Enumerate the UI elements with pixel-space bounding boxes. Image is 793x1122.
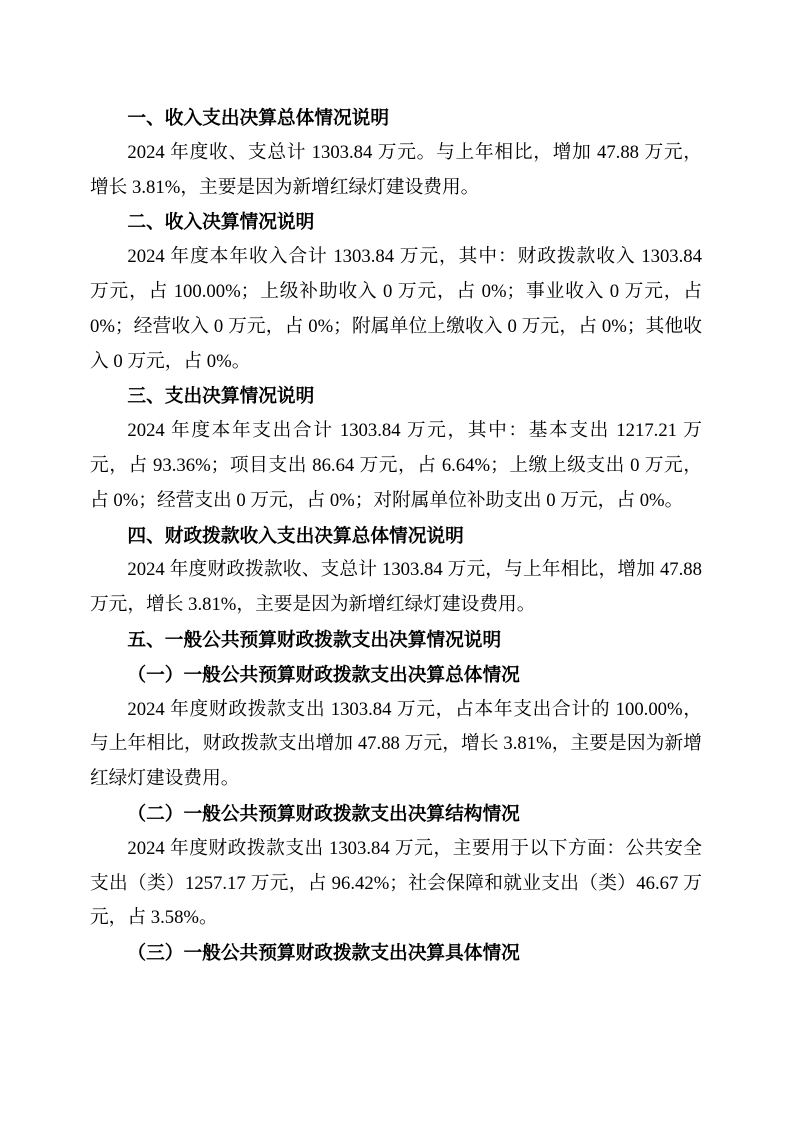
subsection-5-2-paragraph: 2024 年度财政拨款支出 1303.84 万元，主要用于以下方面：公共安全支出（类）1257.17 万元，占 96.42%；社会保障和就业支出（类）46.67 万元，占 3.58%。 [90, 837, 702, 929]
document-content [90, 101, 702, 971]
section-3-paragraph: 2024 年度本年支出合计 1303.84 万元，其中：基本支出 1217.21 万元，占 93.36%；项目支出 86.64 万元，占 6.64%；上缴上级支出 0 万元，占 0%；经营支出 0 万元，占 0%；对附属单位补助支出 0 万元，占 0%。 [90, 420, 702, 511]
section-3-heading: 三、支出决算情况说明 [127, 385, 315, 407]
section-2-heading: 二、收入决算情况说明 [127, 211, 315, 233]
section-5-heading: 五、一般公共预算财政拨款支出决算情况说明 [127, 628, 502, 650]
section-2-paragraph: 2024 年度本年收入合计 1303.84 万元，其中：财政拨款收入 1303.84 万元，占 100.00%；上级补助收入 0 万元，占 0%；事业收入 0 万元，占 0%；经营收入 0 万元，占 0%；附属单位上缴收入 0 万元，占 0%；其他收入 0 万元，占 0%。 [90, 246, 702, 372]
subsection-5-2-heading: （二）一般公共预算财政拨款支出决算结构情况 [127, 802, 520, 824]
subsection-5-3-heading: （三）一般公共预算财政拨款支出决算具体情况 [127, 942, 520, 964]
section-4-heading: 四、财政拨款收入支出决算总体情况说明 [127, 524, 464, 546]
section-1-heading: 一、收入支出决算总体情况说明 [127, 107, 390, 128]
section-1-paragraph: 2024 年度收、支总计 1303.84 万元。与上年相比，增加 47.88 万元，增长 3.81%，主要是因为新增红绿灯建设费用。 [90, 141, 702, 198]
section-4-paragraph: 2024 年度财政拨款收、支总计 1303.84 万元，与上年相比，增加 47.88 万元，增长 3.81%，主要是因为新增红绿灯建设费用。 [90, 559, 702, 616]
subsection-5-1-heading: （一）一般公共预算财政拨款支出决算总体情况 [127, 663, 520, 685]
subsection-5-1-paragraph: 2024 年度财政拨款支出 1303.84 万元，占本年支出合计的 100.00%，与上年相比，财政拨款支出增加 47.88 万元，增长 3.81%，主要是因为新增红绿灯建设费用。 [90, 698, 702, 790]
